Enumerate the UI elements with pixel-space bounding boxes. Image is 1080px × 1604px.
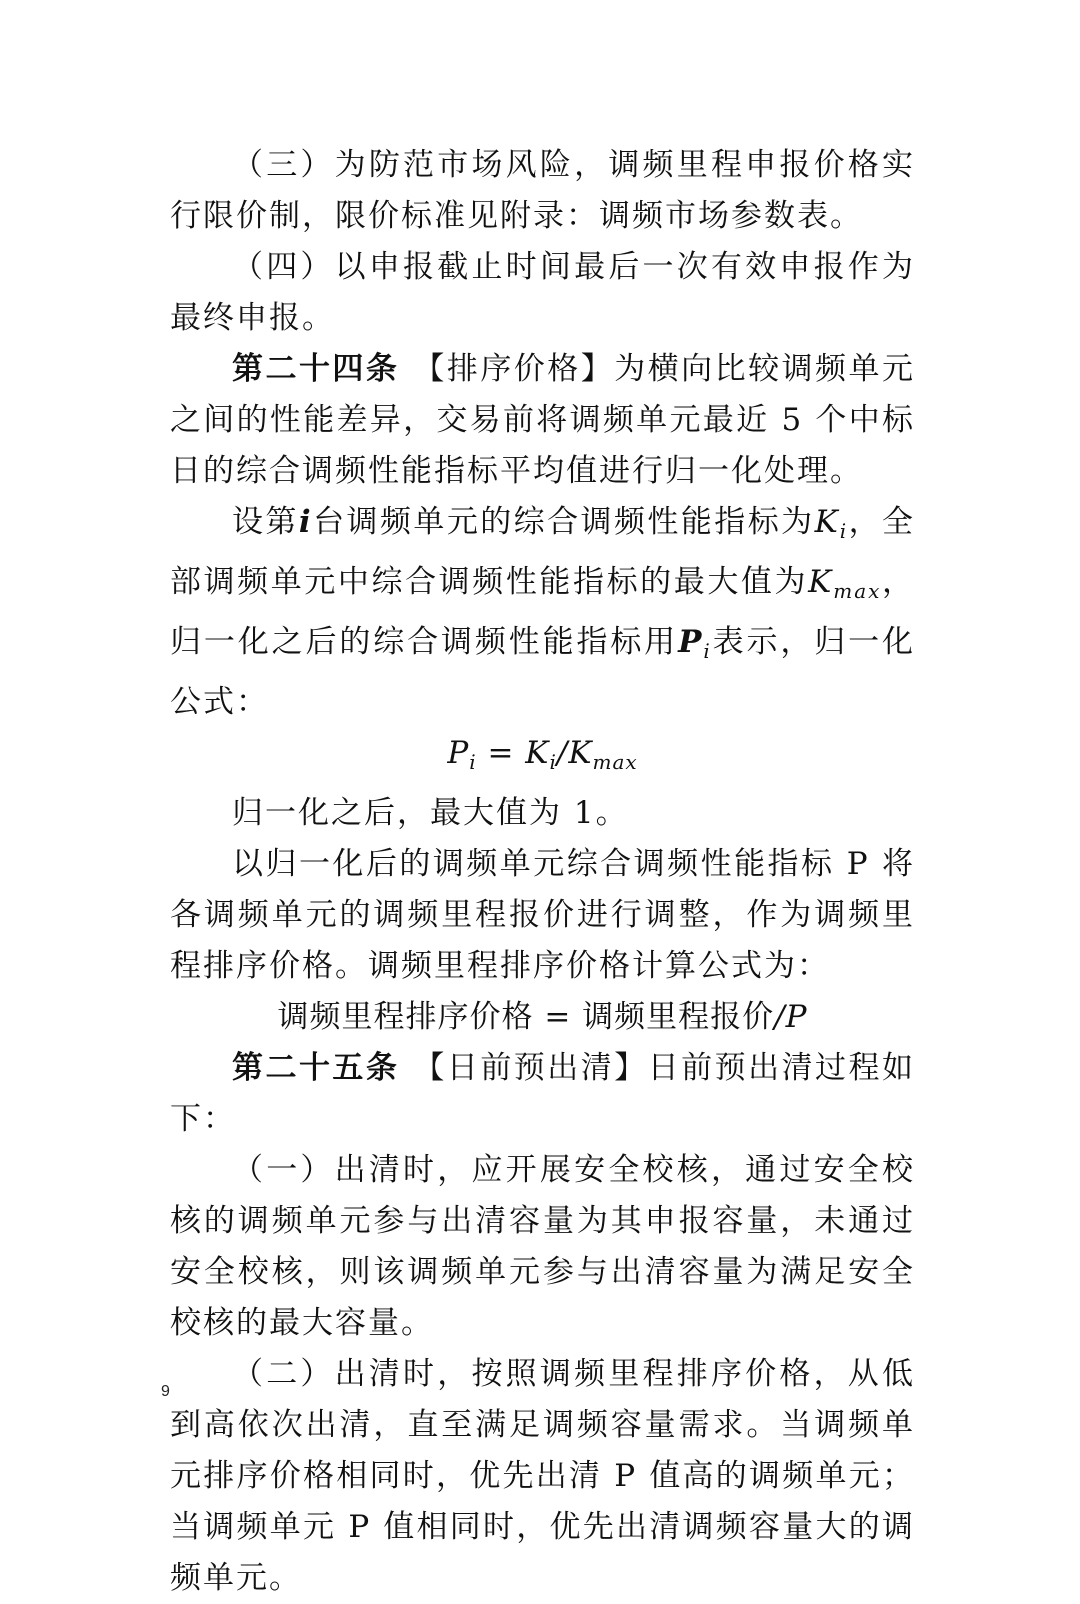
formula-equals: = [476,735,526,771]
paragraph-price-limit: （三）为防范市场风险，调频里程申报价格实行限价制，限价标准见附录：调频市场参数表。 [170,147,915,234]
math-K-subscript: i [839,519,849,543]
formula-divide: / [774,999,786,1035]
article-25-title: 第二十五条 [232,1050,400,1086]
math-i: i [298,504,313,540]
text-segment: 设第 [232,504,299,540]
article-25-body: 【日前预出清】日前预出清过程如下： [170,1050,916,1137]
formula-Kmax-subscript: max [592,750,638,774]
text-segment: ，归一化之后的综合调频性能指标用 [170,564,916,660]
article-24-body: 【排序价格】为横向比较调频单元之间的性能差异，交易前将调频单元最近 5 个中标日的综合调频性能指标平均值进行归一化处理。 [170,351,916,489]
math-P-subscript: i [703,639,712,663]
formula-P-subscript: i [469,750,477,774]
formula-normalization [170,728,915,788]
article-24-title: 第二十四条 [232,351,400,387]
formula-ranking-price [170,992,915,1043]
paragraph-ranking-price-adjustment: 以归一化后的调频单元综合调频性能指标 P 将各调频单元的调频里程报价进行调整，作为调频里程排序价格。调频里程排序价格计算公式为： [170,846,915,984]
text-segment: 台调频单元的综合调频性能指标为 [312,504,815,540]
formula-equals: = [533,999,583,1035]
page-content [170,140,915,1604]
paragraph-max-value: 归一化之后，最大值为 1。 [232,795,629,831]
formula-ranking-price-left: 调频里程排序价格 [277,999,534,1035]
math-K: K [814,504,840,540]
formula-K: K [525,735,550,771]
math-Kmax: K [808,564,834,600]
formula-Kmax: K [568,735,593,771]
text-segment: 表示，归一化公式： [170,624,916,720]
article-24 [170,344,915,497]
paragraph-final-declaration: （四）以申报截止时间最后一次有效申报作为最终申报。 [170,249,915,336]
math-P: P [678,624,704,660]
paragraph-clearing-order: （二）出清时，按照调频里程排序价格，从低到高依次出清，直至满足调频容量需求。当调频单元排序价格相同时，优先出清 P 值高的调频单元；当调频单元 P 值相同时，优先出清调频容量大的调频单元。 [170,1356,915,1596]
formula-K-subscript: i [549,750,557,774]
text-segment: ，全部调频单元中综合调频性能指标的最大值为 [170,504,916,600]
article-25 [170,1043,915,1145]
formula-P: P [785,999,808,1035]
math-Kmax-subscript: max [833,579,882,603]
paragraph-normalization-definition [170,497,915,728]
page-number: 9 [161,1383,170,1400]
paragraph-security-check: （一）出清时，应开展安全校核，通过安全校核的调频单元参与出清容量为其申报容量，未通过安全校核，则该调频单元参与出清容量为满足安全校核的最大容量。 [170,1152,915,1341]
formula-ranking-price-right: 调频里程报价 [582,999,775,1035]
formula-P: P [447,735,470,771]
formula-divide: / [556,735,569,771]
